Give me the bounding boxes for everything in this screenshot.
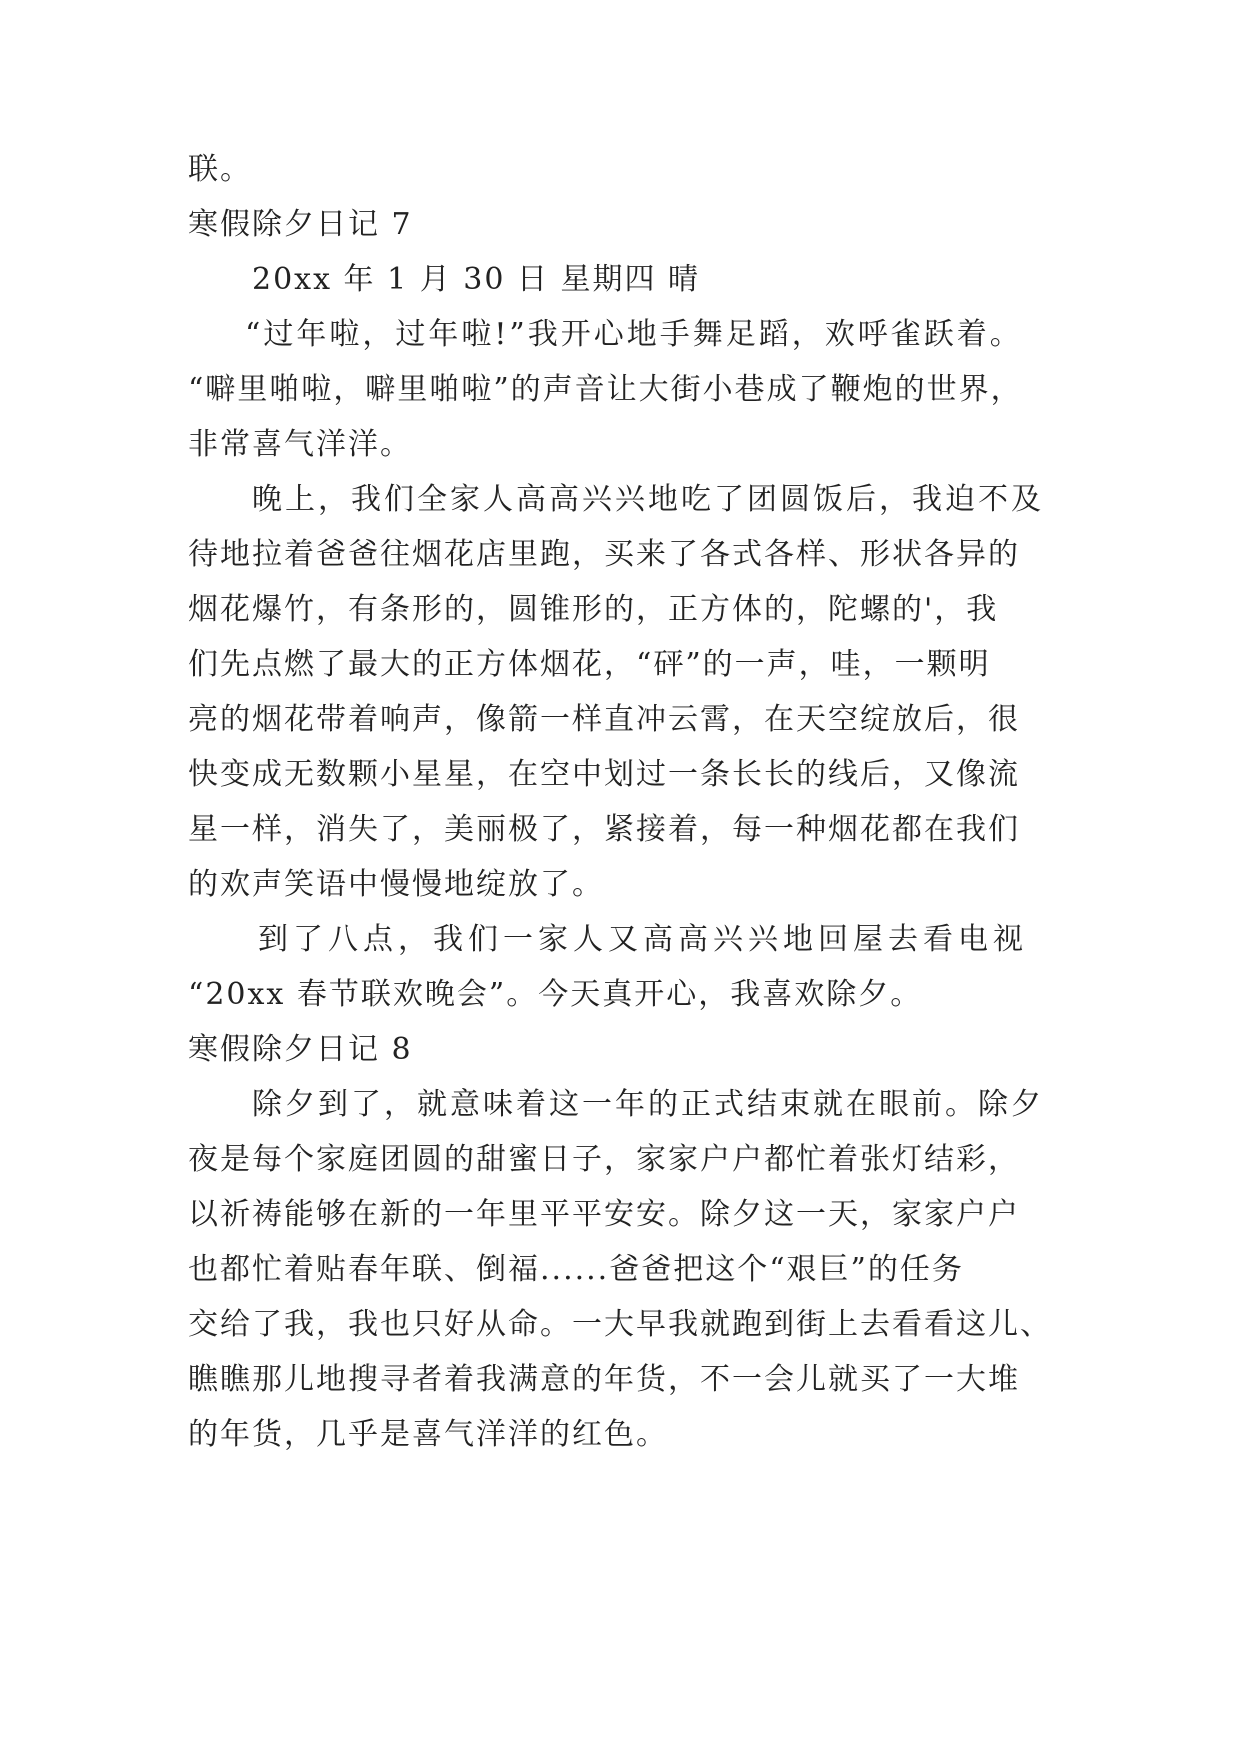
text-line: 以祈祷能够在新的一年里平平安安。除夕这一天，家家户户	[188, 1197, 1020, 1232]
text-line: 到了八点，我们一家人又高高兴兴地回屋去看电视	[258, 922, 1028, 957]
text-line: 快变成无数颗小星星，在空中划过一条长长的线后，又像流	[188, 757, 1020, 792]
text-line: 的欢声笑语中慢慢地绽放了。	[188, 867, 604, 902]
diary-title-8: 寒假除夕日记 8	[188, 1032, 413, 1067]
text-line: 烟花爆竹，有条形的，圆锥形的，正方体的，陀螺的'，我	[188, 592, 999, 627]
text-line: 亮的烟花带着响声，像箭一样直冲云霄，在天空绽放后，很	[188, 702, 1020, 737]
text-line: 们先点燃了最大的正方体烟花，“砰”的一声，哇，一颗明	[188, 647, 991, 682]
text-line: “噼里啪啦，噼里啪啦”的声音让大街小巷成了鞭炮的世界，	[188, 372, 1023, 407]
diary-title-7: 寒假除夕日记 7	[188, 207, 413, 242]
text-line: 的年货，几乎是喜气洋洋的红色。	[188, 1417, 668, 1452]
text-line: “20xx 春节联欢晚会”。今天真开心，我喜欢除夕。	[188, 977, 923, 1012]
text-line: 星一样，消失了，美丽极了，紧接着，每一种烟花都在我们	[188, 812, 1020, 847]
text-line: “过年啦，过年啦!”我开心地手舞足蹈，欢呼雀跃着。	[245, 317, 1023, 352]
text-line: 待地拉着爸爸往烟花店里跑，买来了各式各样、形状各异的	[188, 537, 1020, 572]
text-line: 非常喜气洋洋。	[188, 427, 412, 462]
diary-date-line: 20xx 年 1 月 30 日 星期四 晴	[252, 262, 701, 297]
text-line: 联。	[188, 152, 252, 187]
text-line: 晚上，我们全家人高高兴兴地吃了团圆饭后，我迫不及	[252, 482, 1044, 517]
text-line: 交给了我，我也只好从命。一大早我就跑到街上去看看这儿、	[188, 1307, 1052, 1342]
text-line: 也都忙着贴春年联、倒福......爸爸把这个“艰巨”的任务	[188, 1252, 964, 1287]
text-line: 瞧瞧那儿地搜寻者着我满意的年货，不一会儿就买了一大堆	[188, 1362, 1020, 1397]
text-line: 除夕到了，就意味着这一年的正式结束就在眼前。除夕	[252, 1087, 1044, 1122]
text-line: 夜是每个家庭团圆的甜蜜日子，家家户户都忙着张灯结彩，	[188, 1142, 1020, 1177]
